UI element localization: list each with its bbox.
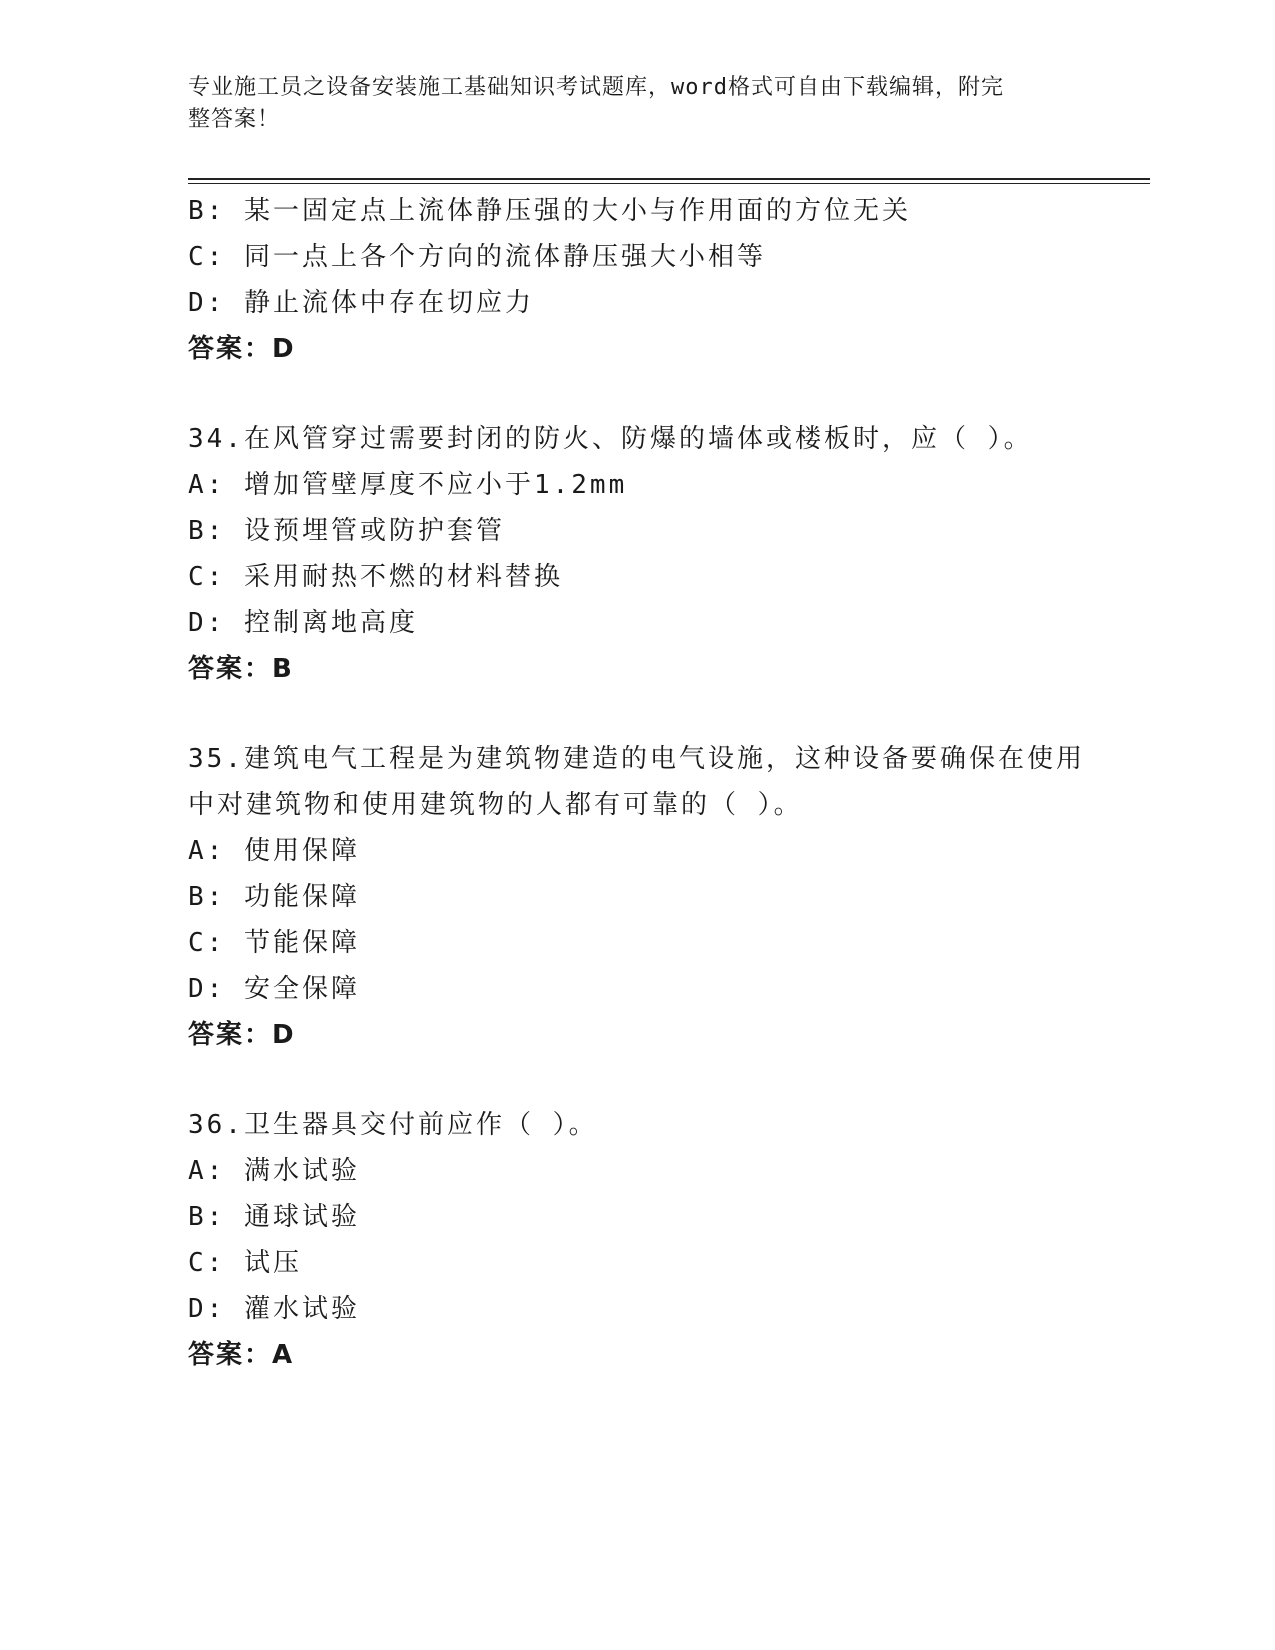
option-b: B: 通球试验 bbox=[188, 1202, 360, 1232]
question-stem: 34.在风管穿过需要封闭的防火、防爆的墙体或楼板时，应（ ）。 bbox=[188, 424, 1033, 454]
option-d: D: 灌水试验 bbox=[188, 1294, 360, 1324]
spacer bbox=[188, 1058, 1088, 1102]
question-stem-line-2: 中对建筑物和使用建筑物的人都有可靠的（ ）。 bbox=[188, 790, 803, 820]
option-d: D: 静止流体中存在切应力 bbox=[188, 288, 534, 318]
header-line-2: 整答案！ bbox=[188, 107, 281, 132]
spacer bbox=[188, 692, 1088, 736]
question-stem: 36.卫生器具交付前应作（ ）。 bbox=[188, 1110, 598, 1140]
question-list bbox=[188, 188, 1088, 1378]
document-header bbox=[188, 72, 1068, 136]
option-b: B: 某一固定点上流体静压强的大小与作用面的方位无关 bbox=[188, 196, 911, 226]
answer-line: 答案：D bbox=[188, 1020, 296, 1050]
question-36 bbox=[188, 1102, 1088, 1378]
header-divider-thick bbox=[188, 178, 1150, 180]
question-34 bbox=[188, 416, 1088, 692]
option-a: A: 满水试验 bbox=[188, 1156, 360, 1186]
question-33-continued bbox=[188, 188, 1088, 372]
answer-line: 答案：B bbox=[188, 654, 294, 684]
header-line-1: 专业施工员之设备安装施工基础知识考试题库，word格式可自由下载编辑，附完 bbox=[188, 75, 1004, 100]
option-b: B: 功能保障 bbox=[188, 882, 360, 912]
answer-line: 答案：A bbox=[188, 1340, 295, 1370]
question-stem-line-1: 35.建筑电气工程是为建筑物建造的电气设施，这种设备要确保在使用 bbox=[188, 744, 1085, 774]
option-c: C: 同一点上各个方向的流体静压强大小相等 bbox=[188, 242, 766, 272]
spacer bbox=[188, 372, 1088, 416]
option-c: C: 试压 bbox=[188, 1248, 302, 1278]
option-d: D: 控制离地高度 bbox=[188, 608, 418, 638]
option-b: B: 设预埋管或防护套管 bbox=[188, 516, 505, 546]
option-d: D: 安全保障 bbox=[188, 974, 360, 1004]
option-c: C: 节能保障 bbox=[188, 928, 360, 958]
option-c: C: 采用耐热不燃的材料替换 bbox=[188, 562, 563, 592]
answer-line: 答案：D bbox=[188, 334, 296, 364]
header-divider-thin bbox=[188, 183, 1150, 184]
option-a: A: 使用保障 bbox=[188, 836, 360, 866]
question-35 bbox=[188, 736, 1088, 1058]
option-a: A: 增加管壁厚度不应小于1.2mm bbox=[188, 470, 628, 500]
